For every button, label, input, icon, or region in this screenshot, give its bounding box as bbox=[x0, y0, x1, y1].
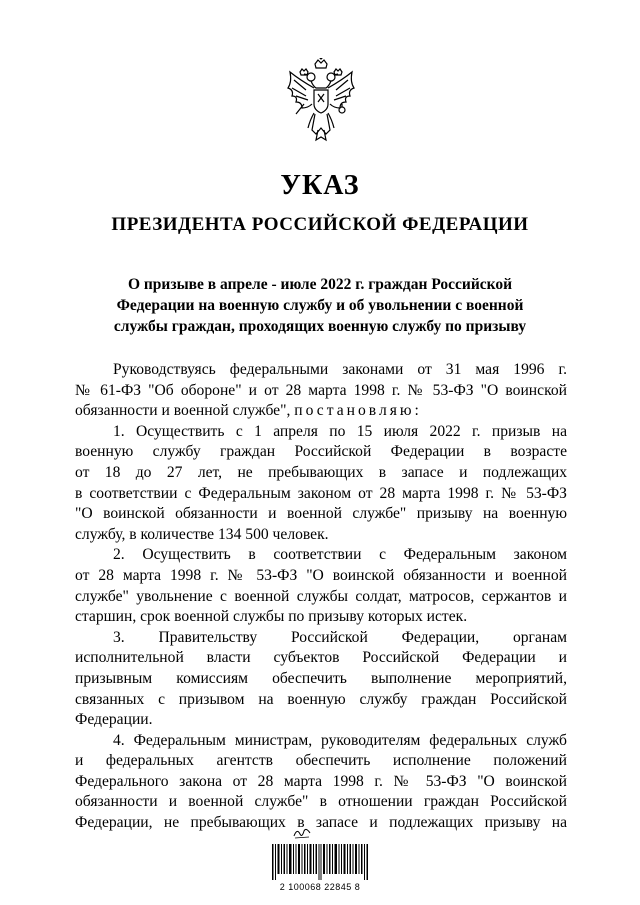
body-line: Федерального закона от 28 марта 1998 г. № 53-ФЗ "О воинской bbox=[75, 772, 567, 790]
body-line: связанных с призывом на военную службу граждан Российской bbox=[75, 690, 567, 708]
body-line: военную службу граждан Российской Федерации в возрасте bbox=[75, 443, 567, 461]
body-line: 4. Федеральным министрам, руководителям федеральных служб bbox=[113, 731, 567, 749]
body-line: в соответствии с Федеральным законом от 28 марта 1998 г. № 53-ФЗ bbox=[75, 484, 567, 502]
barcode bbox=[272, 844, 368, 880]
body-line: призывным комиссиям обеспечить выполнение мероприятий, bbox=[75, 669, 567, 687]
coat-of-arms-emblem bbox=[282, 58, 360, 144]
body-line: от 28 марта 1998 г. № 53-ФЗ "О воинской обязанности и военной bbox=[75, 566, 567, 584]
body-line: "О воинской обязанности и военной службе" призыву на военную bbox=[75, 505, 567, 523]
body-line: от 18 до 27 лет, не пребывающих в запасе и подлежащих bbox=[75, 463, 567, 481]
body-line: Федерации. bbox=[75, 711, 153, 729]
decree-subtitle: ПРЕЗИДЕНТА РОССИЙСКОЙ ФЕДЕРАЦИИ bbox=[111, 214, 529, 235]
barcode-number: 2 100068 22845 8 bbox=[279, 882, 361, 892]
decree-body bbox=[75, 360, 567, 834]
body-line: 2. Осуществить в соответствии с Федеральным законом bbox=[113, 546, 567, 564]
decree-title: УКАЗ bbox=[280, 170, 360, 201]
body-line: 1. Осуществить с 1 апреля по 15 июля 2022 г. призыв на bbox=[113, 422, 567, 440]
spaced-word: постановляю: bbox=[294, 402, 422, 420]
body-line: обязанности и военной службе" в отношении граждан Российской bbox=[75, 793, 567, 811]
body-line: 3. Правительству Российской Федерации, органам bbox=[113, 628, 567, 646]
body-line: службе" увольнение с военной службы солдат, матросов, сержантов и bbox=[75, 587, 567, 605]
heading-line: О призыве в апреле - июле 2022 г. граждан Российской bbox=[127, 276, 513, 293]
body-line-with-spaced-word bbox=[75, 401, 567, 422]
body-line: исполнительной власти субъектов Российской Федерации и bbox=[75, 649, 567, 667]
body-line: № 61-ФЗ "Об обороне" и от 28 марта 1998 г. № 53-ФЗ "О воинской bbox=[75, 381, 567, 399]
body-line: Руководствуясь федеральными законами от 31 мая 1996 г. bbox=[113, 361, 567, 378]
document-stamp bbox=[270, 826, 370, 896]
heading-line: службы граждан, проходящих военную службу по призыву bbox=[113, 318, 527, 335]
body-line: Федерации, не пребывающих в запасе и подлежащих призыву на bbox=[75, 814, 567, 832]
decree-heading bbox=[80, 274, 560, 337]
handwritten-mark-icon bbox=[292, 826, 312, 840]
body-line-text: обязанности и военной службе", bbox=[75, 402, 291, 420]
body-line: старшин, срок военной службы по призыву которых истек. bbox=[75, 608, 468, 626]
body-line: службу, в количестве 134 500 человек. bbox=[75, 525, 329, 543]
heading-line: Федерации на военную службу и об увольнении с военной bbox=[116, 297, 524, 314]
body-line: и федеральных агентств обеспечить исполнение положений bbox=[75, 752, 567, 770]
